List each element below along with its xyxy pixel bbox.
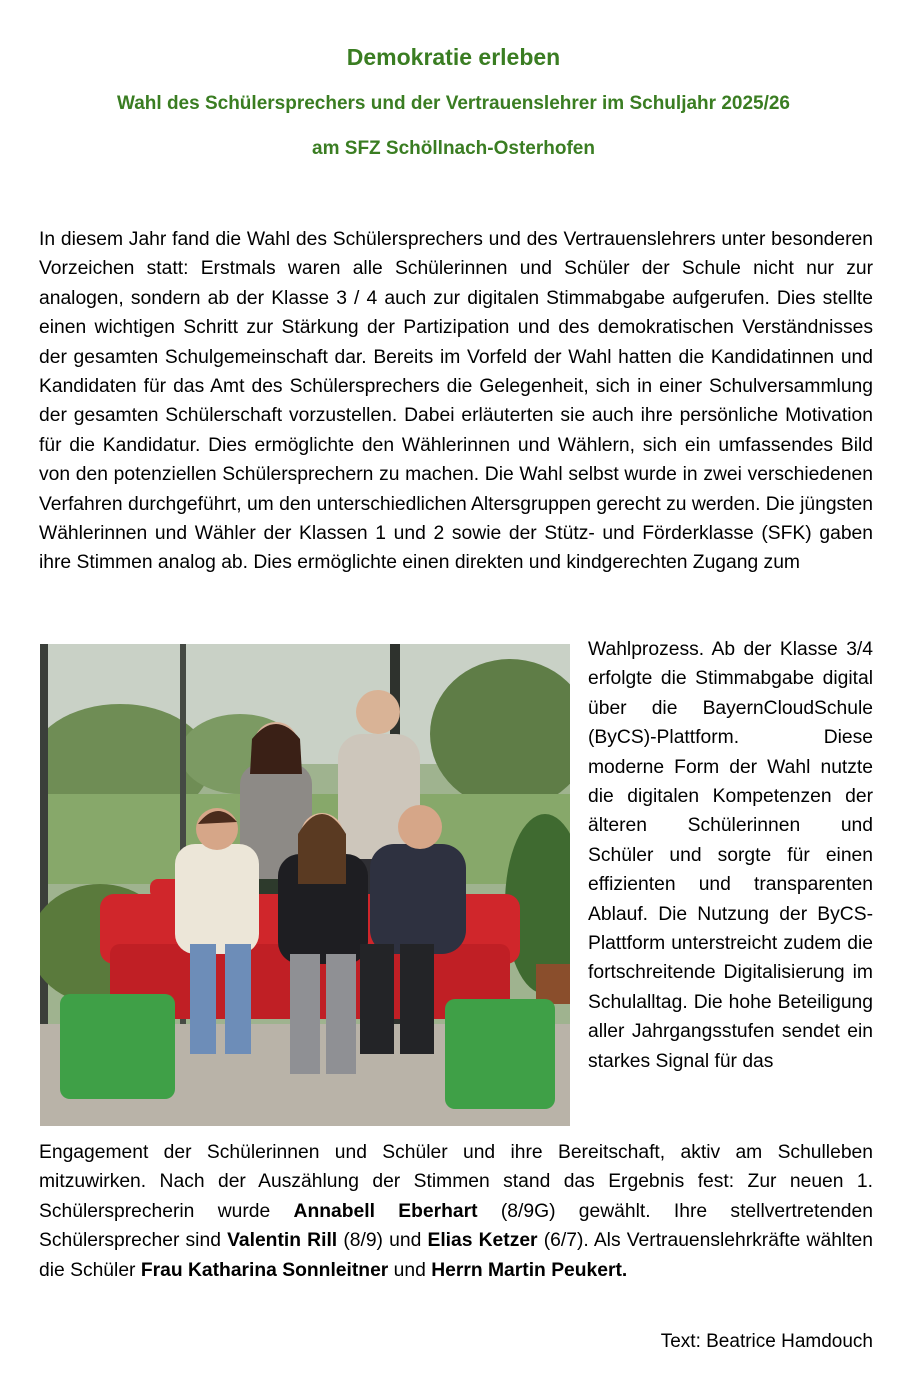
boy-head [398, 805, 442, 849]
group-photo [40, 644, 570, 1126]
name-annabell-eberhart: Annabell Eberhart [293, 1200, 478, 1222]
boy-pants [360, 944, 394, 1054]
name-elias-ketzer: Elias Ketzer [427, 1230, 538, 1252]
result-text: (6/7). Als Vertrauenslehrkräfte wählten die Schüler [39, 1230, 873, 1281]
result-text: (8/9G) gewählt. Ihre stellvertretenden Schülersprecher sind [39, 1200, 873, 1252]
girl-pants [326, 954, 356, 1074]
boy-hoodie [370, 844, 466, 954]
photo-illustration [40, 644, 570, 1126]
plant-pot [536, 964, 570, 1004]
result-text: und [388, 1259, 432, 1281]
name-katharina-sonnleitner: Frau Katharina Sonnleitner [140, 1259, 389, 1281]
result-text: Engagement der Schülerinnen und Schüler und ihre Bereitschaft, aktiv am Schulleben mitzuwirken. Nach der Auszählung der Stimmen stand das Ergebnis fest: Zur neuen 1. Schülersprecherin wurde [39, 1142, 873, 1222]
boy-jeans [225, 944, 251, 1054]
name-martin-peukert: Herrn Martin Peukert. [431, 1259, 628, 1281]
subtitle-line-1: Wahl des Schülersprechers und der Vertrauenslehrer im Schuljahr 2025/26 [116, 93, 790, 114]
girl-pants [290, 954, 320, 1074]
text-credit: Text: Beatrice Hamdouch [660, 1331, 873, 1352]
green-cube-left [60, 994, 175, 1099]
boy-jeans [190, 944, 216, 1054]
name-valentin-rill: Valentin Rill [227, 1230, 338, 1252]
result-paragraph [39, 1138, 873, 1285]
boy-sweater [175, 844, 259, 954]
subtitle-line-2: am SFZ Schöllnach-Osterhofen [312, 138, 595, 159]
side-paragraph: Wahlprozess. Ab der Klasse 3/4 erfolgte die Stimmabgabe digital über die BayernCloudSchule (ByCS)-Plattform. Diese moderne Form der Wahl nutzte die digitalen Kompetenzen der älteren Schülerinnen und Schüler und sorgte für einen effizienten und transparenten Ablauf. Die Nutzung der ByCS-Plattform unterstreicht zudem die fortschreitende Digitalisierung im Schulalltag. Die hohe Beteiligung aller Jahrgangsstufen sendet ein starkes Signal für das [588, 639, 873, 1072]
window-frame [40, 644, 48, 1044]
green-cube-right [445, 999, 555, 1109]
girl-hair [298, 814, 346, 884]
boy-pants [400, 944, 434, 1054]
page-title: Demokratie erleben [346, 44, 561, 70]
result-text: (8/9) und [337, 1230, 428, 1252]
person-head [356, 690, 400, 734]
intro-paragraph: In diesem Jahr fand die Wahl des Schülersprechers und des Vertrauenslehrers unter besonderen Vorzeichen statt: Erstmals waren alle Schülerinnen und Schüler der Schule nicht nur zur analogen, sondern ab der Klasse 3 / 4 auch zur digitalen Stimmabgabe aufgerufen. Dies stellte einen wichtigen Schritt zur Stärkung der Partizipation und des demokratischen Verständnisses der gesamten Schulgemeinschaft dar. Bereits im Vorfeld der Wahl hatten die Kandidatinnen und Kandidaten für das Amt des Schülersprechers die Gelegenheit, sich in einer Schulversammlung der gesamten Schülerschaft vorzustellen. Dabei erläuterten sie auch ihre persönliche Motivation für die Kandidatur. Dies ermöglichte den Wählerinnen und Wählern, sich ein umfassendes Bild von den potenziellen Schülersprechern zu machen. Die Wahl selbst wurde in zwei verschiedenen Verfahren durchgeführt, um den unterschiedlichen Altersgruppen gerecht zu werden. Die jüngsten Wählerinnen und Wähler der Klassen 1 und 2 sowie der Stütz- und Förderklasse (SFK) gaben ihre Stimmen analog ab. Dies ermöglichte einen direkten und kindgerechten Zugang zum [39, 229, 873, 574]
